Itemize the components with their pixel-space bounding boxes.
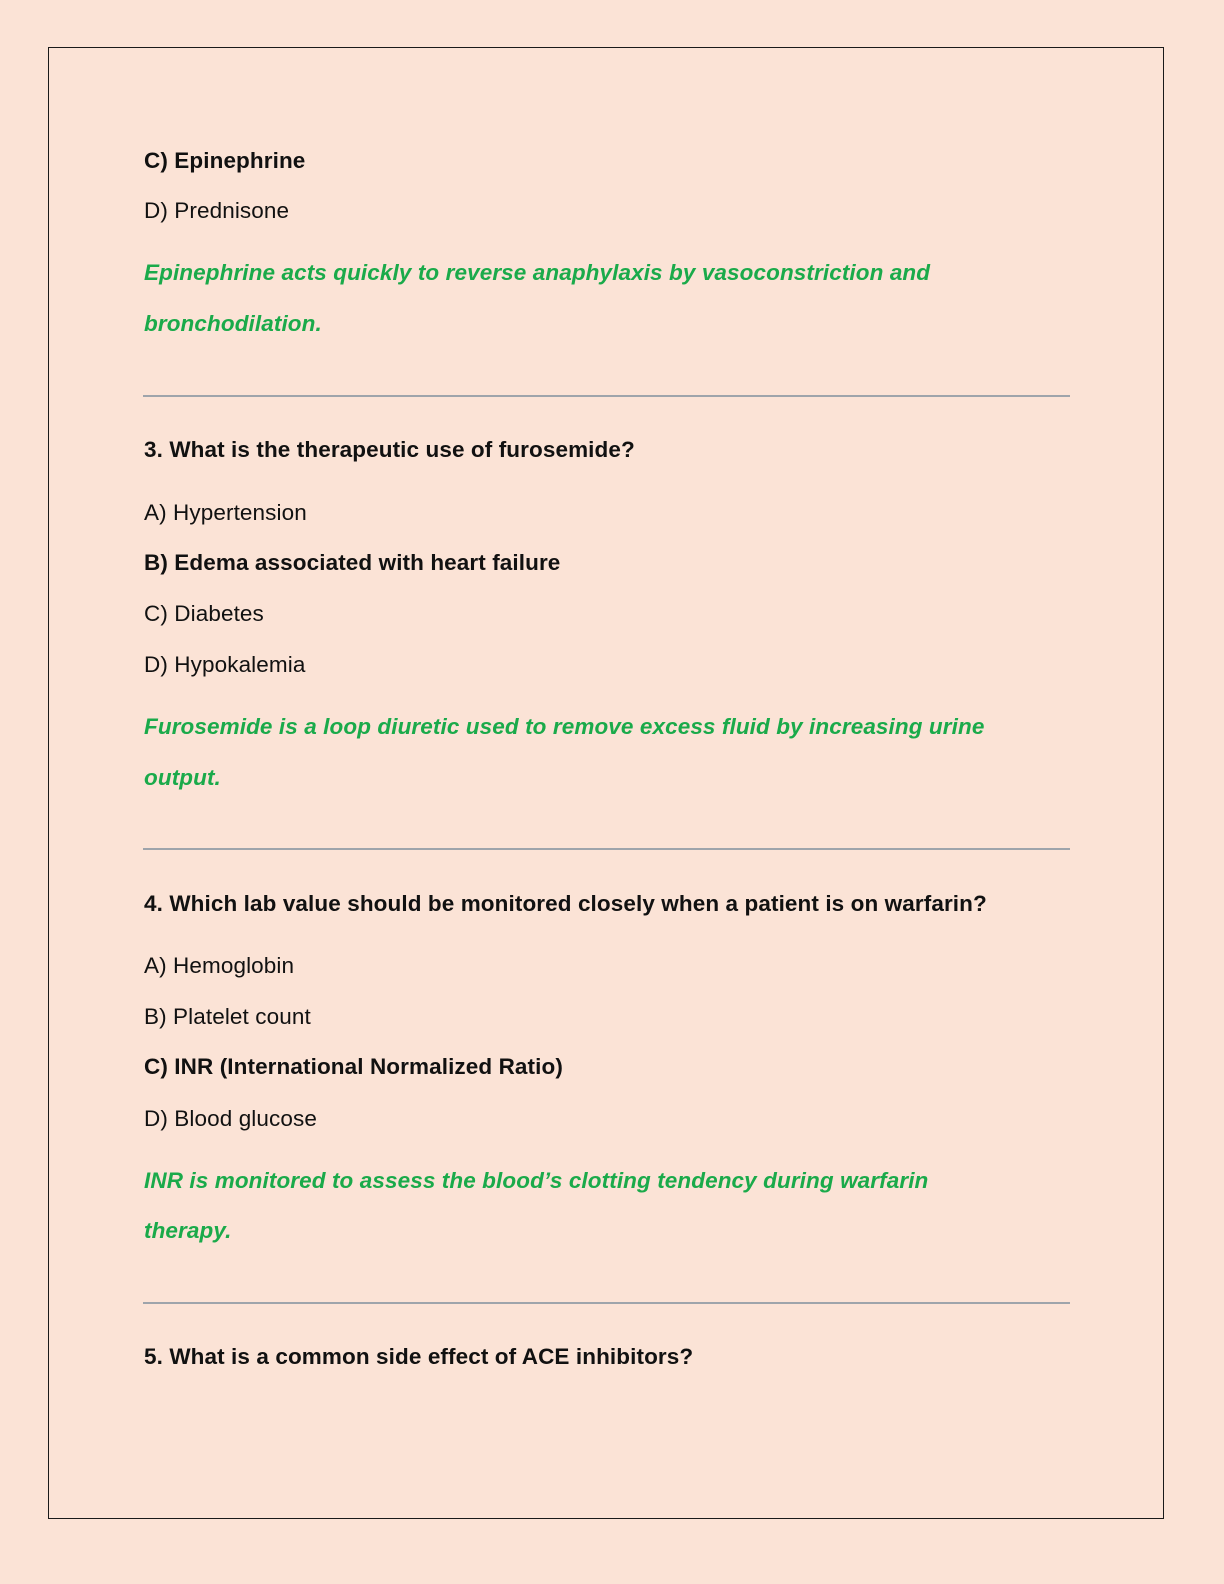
question-4-option-b: B) Platelet count: [144, 1004, 311, 1029]
explanation-line: bronchodilation.: [144, 311, 322, 336]
option-d-prednisone: D) Prednisone: [144, 198, 290, 223]
question-3-option-d: D) Hypokalemia: [144, 652, 306, 677]
option-c-epinephrine: C) Epinephrine: [144, 148, 306, 173]
question-3-explanation-line: Furosemide is a loop diuretic used to remove excess fluid by increasing urine: [144, 714, 985, 739]
question-3-option-c: C) Diabetes: [144, 601, 264, 626]
question-3-explanation-line: output.: [144, 765, 221, 790]
question-3-option-a: A) Hypertension: [144, 500, 307, 525]
explanation-line: Epinephrine acts quickly to reverse anaphylaxis by vasoconstriction and: [144, 260, 931, 285]
question-4-option-d: D) Blood glucose: [144, 1106, 317, 1131]
question-4-text: 4. Which lab value should be monitored closely when a patient is on warfarin?: [144, 891, 987, 916]
question-4-explanation-line: INR is monitored to assess the blood’s clotting tendency during warfarin: [144, 1168, 929, 1193]
question-3-option-b: B) Edema associated with heart failure: [144, 550, 561, 575]
question-3-text: 3. What is the therapeutic use of furosemide?: [144, 437, 635, 462]
question-4-option-c: C) INR (International Normalized Ratio): [144, 1054, 563, 1079]
question-4-explanation-line: therapy.: [144, 1218, 232, 1243]
question-5-text: 5. What is a common side effect of ACE inhibitors?: [144, 1344, 694, 1369]
question-4-option-a: A) Hemoglobin: [144, 953, 295, 978]
section-divider: [143, 395, 1070, 397]
section-divider: [143, 848, 1070, 850]
section-divider: [143, 1302, 1070, 1304]
